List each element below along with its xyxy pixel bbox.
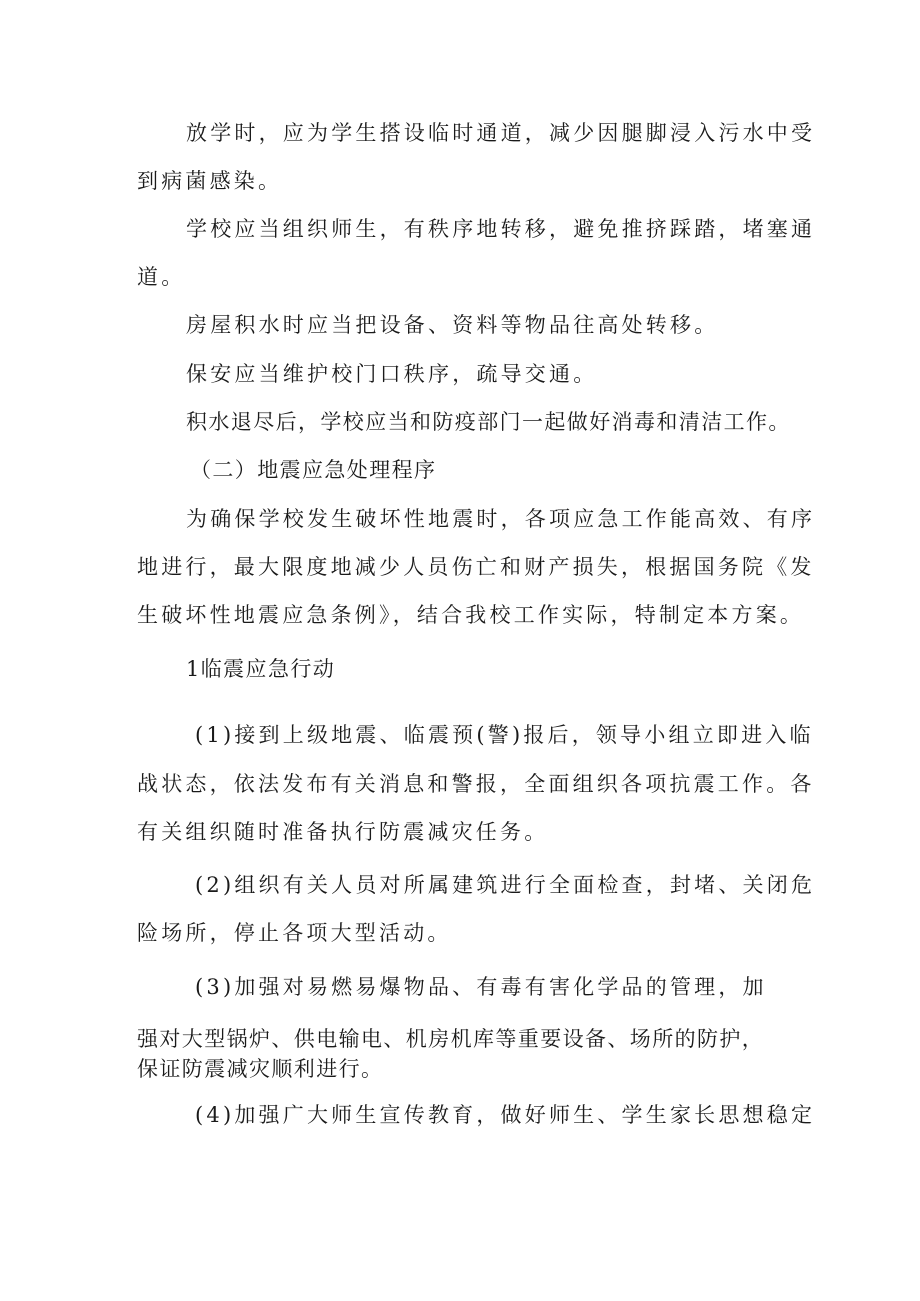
- paragraph-line: 有关组织随时准备执行防震减灾任务。: [137, 820, 549, 844]
- paragraph-line: 险场所，停止各项大型活动。: [137, 921, 452, 945]
- paragraph-line: 保证防震减灾顺利进行。: [137, 1057, 384, 1081]
- subsection-heading: 1临震应急行动: [186, 657, 336, 681]
- paragraph-line: 战状态，依法发布有关消息和警报，全面组织各项抗震工作。各: [137, 772, 815, 796]
- paragraph-line: (4)加强广大师生宣传教育，做好师生、学生家长思想稳定: [195, 1103, 816, 1127]
- paragraph-line: 放学时，应为学生搭设临时通道，减少因腿脚浸入污水中受: [186, 121, 816, 145]
- paragraph-line: 保安应当维护校门口秩序，疏导交通。: [186, 362, 598, 386]
- paragraph-line: 强对大型锅炉、供电输电、机房机库等重要设备、场所的防护，: [137, 1027, 765, 1051]
- paragraph-line: 道。: [137, 265, 186, 289]
- paragraph-line: 生破坏性地震应急条例》，结合我校工作实际，特制定本方案。: [137, 603, 805, 627]
- paragraph-line: 为确保学校发生破坏性地震时，各项应急工作能高效、有序: [186, 507, 816, 531]
- paragraph-line: (1)接到上级地震、临震预(警)报后，领导小组立即进入临: [195, 723, 814, 747]
- section-heading: （二）地震应急处理程序: [190, 458, 437, 482]
- paragraph-line: (2)组织有关人员对所属建筑进行全面检查，封堵、关闭危: [195, 873, 816, 897]
- paragraph-line: 到病菌感染。: [137, 169, 283, 193]
- paragraph-line: 地进行，最大限度地减少人员伤亡和财产损失，根据国务院《发: [137, 555, 815, 579]
- paragraph-line: 学校应当组织师生，有秩序地转移，避免推挤踩踏，堵塞通: [186, 217, 816, 241]
- paragraph-line: (3)加强对易燃易爆物品、有毒有害化学品的管理，加: [195, 975, 767, 999]
- paragraph-line: 积水退尽后，学校应当和防疫部门一起做好消毒和清洁工作。: [186, 410, 791, 434]
- paragraph-line: 房屋积水时应当把设备、资料等物品往高处转移。: [186, 313, 719, 337]
